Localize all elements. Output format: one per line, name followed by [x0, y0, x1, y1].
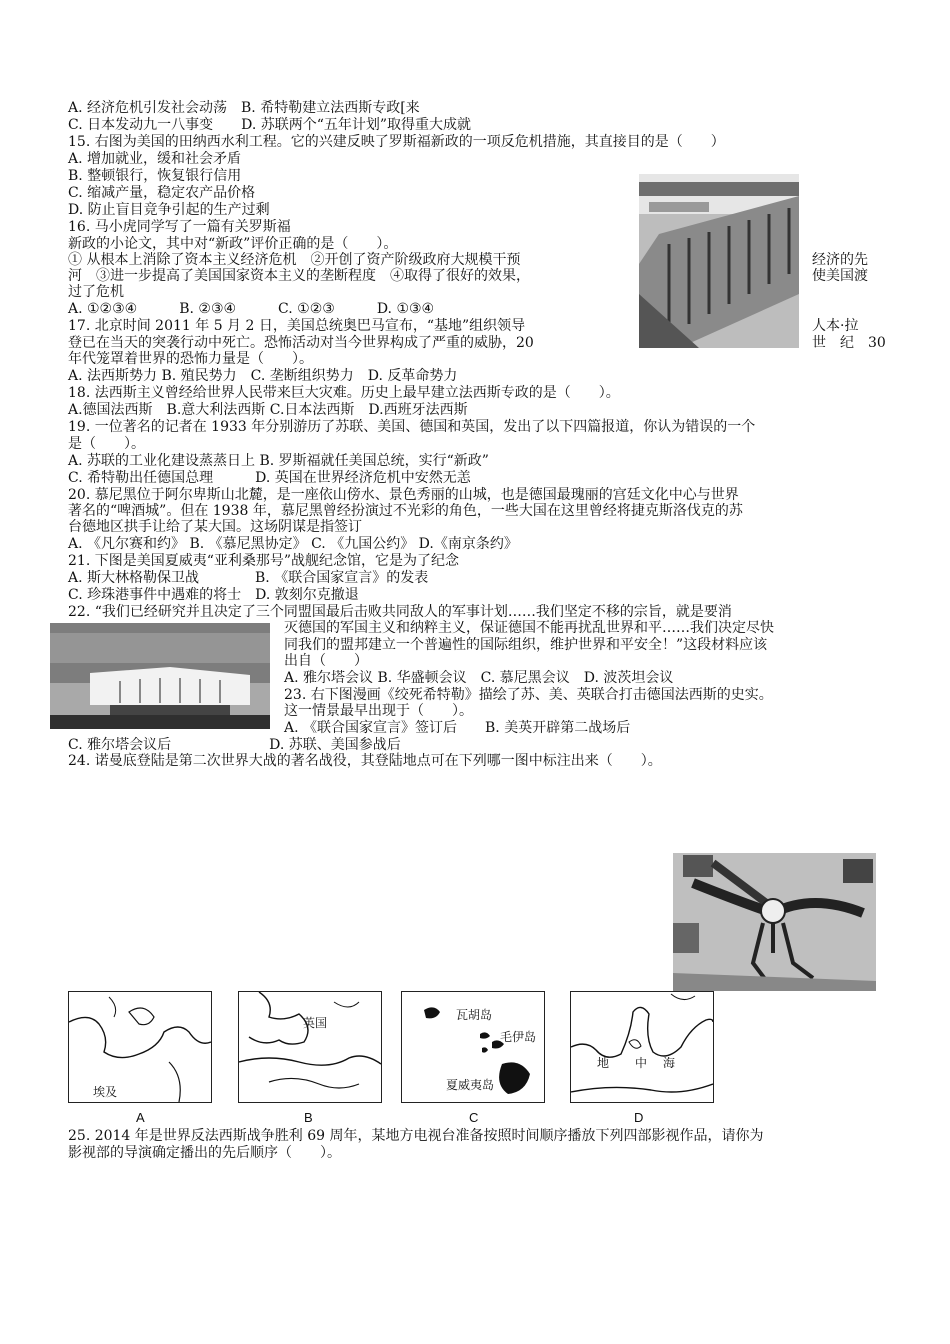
q23-stem-1: 23. 右下图漫画《绞死希特勒》描绘了苏、美、英联合打击德国法西斯的史实。 — [284, 687, 773, 703]
q17-right-fragment-1: 人本·拉 — [812, 318, 859, 334]
q21-options-cd: C. 珍珠港事件中遇难的将士 D. 敦刻尔克撤退 — [68, 587, 359, 603]
hanging-hitler-cartoon — [673, 853, 876, 991]
q17-options: A. 法西斯势力 B. 殖民势力 C. 垄断组织势力 D. 反革命势力 — [68, 368, 458, 384]
q22-stem-4: 出自（ ） — [284, 653, 368, 669]
map-d-label-zhong: 中 — [635, 1056, 648, 1070]
map-c-hawaii — [401, 991, 545, 1103]
map-a-egypt — [68, 991, 212, 1103]
q15-option-c: C. 缩减产量，稳定农产品价格 — [68, 185, 256, 201]
q17-right-fragment-2: 世 纪 30 — [812, 335, 886, 351]
map-d-label-di: 地 — [597, 1056, 610, 1070]
q20-options: A. 《凡尔赛和约》 B. 《慕尼黑协定》 C. 《九国公约》 D.《南京条约》 — [68, 536, 518, 552]
arizona-memorial-photo — [50, 623, 270, 729]
q14-options-cd: C. 日本发动九一八事变 D. 苏联两个“五年计划”取得重大成就 — [68, 117, 472, 133]
map-c-label-hawaii-island: 夏威夷岛 — [446, 1078, 495, 1092]
map-d-letter: D — [634, 1110, 644, 1125]
q22-stem-2: 灭德国的军国主义和纳粹主义，保证德国不能再扰乱世界和平……我们决定尽快 — [284, 620, 774, 636]
cartoon-illustration — [673, 853, 876, 991]
q17-stem-2: 登已在当天的突袭行动中死亡。恐怖活动对当今世界构成了严重的威胁，20 — [68, 335, 534, 351]
q16-statement-2: 河 ③进一步提高了美国国家资本主义的垄断程度 ④取得了很好的效果， — [68, 268, 530, 284]
q19-stem-1: 19. 一位著名的记者在 1933 年分别游历了苏联、美国、德国和英国，发出了以下四篇报道，你认为错误的一个 — [68, 419, 756, 435]
map-a-letter: A — [136, 1110, 145, 1125]
map-b-letter: B — [304, 1110, 313, 1125]
q19-options-ab: A. 苏联的工业化建设蒸蒸日上 B. 罗斯福就任美国总统，实行“新政” — [68, 453, 489, 469]
map-b-coastline — [239, 992, 381, 1102]
q22-stem-1: 22. “我们已经研究并且决定了三个同盟国最后击败共同敌人的军事计划……我们坚定不移的宗旨，就是要消 — [68, 604, 732, 620]
q20-stem-3: 台德地区拱手让给了某大国。这场阴谋是指签订 — [68, 519, 362, 535]
q19-stem-2: 是（ ）。 — [68, 436, 145, 452]
map-b-label-britain: 英国 — [303, 1016, 328, 1030]
q16-statement-1: ① 从根本上消除了资本主义经济危机 ②开创了资产阶级政府大规模干预 — [68, 252, 521, 268]
map-b-britain — [238, 991, 382, 1103]
q16-options: A. ①②③④ B. ②③④ C. ①②③ D. ①③④ — [68, 301, 435, 317]
map-d-coastline — [571, 992, 713, 1102]
q23-stem-2: 这一情景最早出现于（ ）。 — [284, 703, 473, 719]
q21-options-ab: A. 斯大林格勒保卫战 B. 《联合国家宣言》的发表 — [68, 570, 429, 586]
q17-stem-3: 年代笼罩着世界的恐怖力量是（ ）。 — [68, 351, 313, 367]
q20-stem-1: 20. 慕尼黑位于阿尔卑斯山北麓，是一座依山傍水、景色秀丽的山城，也是德国最瑰丽的宫廷文化中心与世界 — [68, 487, 739, 503]
q15-option-a: A. 增加就业，缓和社会矛盾 — [68, 151, 242, 167]
q23-options-ab: A. 《联合国家宣言》签订后 B. 美英开辟第二战场后 — [284, 720, 631, 736]
map-d-mediterranean — [570, 991, 714, 1103]
q25-stem-1: 25. 2014 年是世界反法西斯战争胜利 69 周年，某地方电视台准备按照时间顺序播放下列四部影视作品，请你为 — [68, 1128, 764, 1144]
map-c-letter: C — [469, 1110, 479, 1125]
memorial-illustration — [50, 623, 270, 729]
q15-option-b: B. 整顿银行，恢复银行信用 — [68, 168, 242, 184]
q16-statement-3: 过了危机 — [68, 284, 124, 300]
q21-stem: 21. 下图是美国夏威夷“亚利桑那号”战舰纪念馆，它是为了纪念 — [68, 553, 460, 569]
q16-stem-1: 16. 马小虎同学写了一篇有关罗斯福 — [68, 219, 291, 235]
map-a-label-egypt: 埃及 — [93, 1085, 118, 1099]
q15-option-d: D. 防止盲目竞争引起的生产过剩 — [68, 202, 270, 218]
map-a-coastline — [69, 992, 211, 1102]
tennessee-dam-photo — [639, 174, 799, 348]
q25-stem-2: 影视部的导演确定播出的先后顺序（ ）。 — [68, 1145, 341, 1161]
q16-right-fragment-1: 经济的先 — [812, 252, 868, 268]
q22-options: A. 雅尔塔会议 B. 华盛顿会议 C. 慕尼黑会议 D. 波茨坦会议 — [284, 670, 674, 686]
q16-right-fragment-2: 使美国渡 — [812, 268, 868, 284]
q22-stem-3: 同我们的盟邦建立一个普遍性的国际组织，维护世界和平安全！”这段材料应该 — [284, 637, 768, 653]
q20-stem-2: 著名的“啤酒城”。但在 1938 年，慕尼黑曾经扮演过不光彩的角色，一些大国在这里曾经将捷克斯洛伐克的苏 — [68, 503, 743, 519]
q16-stem-2: 新政的小论文，其中对“新政”评价正确的是（ ）。 — [68, 236, 398, 252]
q14-options-ab: A. 经济危机引发社会动荡 B. 希特勒建立法西斯专政[来 — [68, 100, 420, 116]
q17-stem-1: 17. 北京时间 2011 年 5 月 2 日，美国总统奥巴马宣布，“基地”组织领导 — [68, 318, 526, 334]
map-c-label-maui: 毛伊岛 — [500, 1030, 537, 1044]
q19-options-cd: C. 希特勒出任德国总理 D. 英国在世界经济危机中安然无恙 — [68, 470, 471, 486]
q24-stem: 24. 诺曼底登陆是第二次世界大战的著名战役，其登陆地点可在下列哪一图中标注出来（ ）。 — [68, 753, 662, 769]
dam-illustration — [639, 174, 799, 348]
q23-options-cd: C. 雅尔塔会议后 D. 苏联、美国参战后 — [68, 737, 401, 753]
q18-stem: 18. 法西斯主义曾经给世界人民带来巨大灾难。历史上最早建立法西斯专政的是（ ）。 — [68, 385, 620, 401]
q18-options: A.德国法西斯 B.意大利法西斯 C.日本法西斯 D.西班牙法西斯 — [68, 402, 468, 418]
q15-stem: 15. 右图为美国的田纳西水利工程。它的兴建反映了罗斯福新政的一项反危机措施，其直接目的是（ ） — [68, 134, 725, 150]
map-c-label-oahu: 瓦胡岛 — [456, 1008, 493, 1022]
map-d-label-hai: 海 — [663, 1056, 676, 1070]
